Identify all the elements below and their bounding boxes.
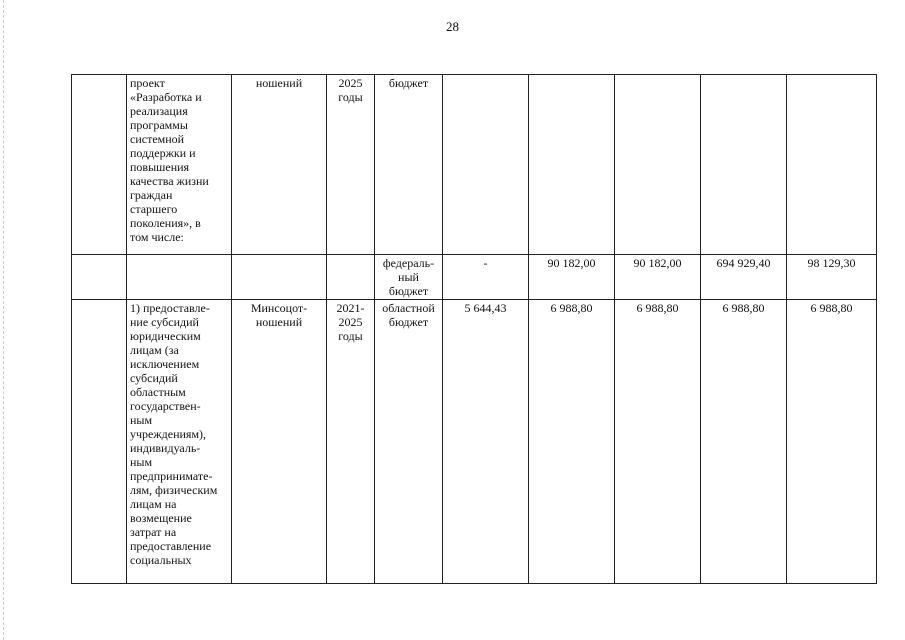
- cell-measure-name: 1) предоставле- ние субсидий юридическим лицам (за исключением субсидий областным государствен- ным учреждениям), индивидуаль- ным предпринимате- лям, физическим лицам на возмещение затрат на предоставление социальных: [127, 300, 232, 584]
- cell-value: [701, 75, 787, 255]
- table-row-measure-1: [72, 300, 877, 584]
- cell-value: 694 929,40: [701, 255, 787, 300]
- cell-period: 2025 годы: [327, 75, 375, 255]
- cell-value: 6 988,80: [615, 300, 701, 584]
- cell-executor: Минсоцот- ношений: [232, 300, 327, 584]
- page-edge-line: [3, 0, 4, 640]
- cell-value: 98 129,30: [787, 255, 877, 300]
- cell-value: 6 988,80: [787, 300, 877, 584]
- cell-number: [72, 300, 127, 584]
- cell-executor: ношений: [232, 75, 327, 255]
- cell-project-name: [127, 255, 232, 300]
- cell-value: 6 988,80: [701, 300, 787, 584]
- cell-source: областной бюджет: [375, 300, 443, 584]
- cell-source: бюджет: [375, 75, 443, 255]
- cell-value: [615, 75, 701, 255]
- cell-executor: [232, 255, 327, 300]
- cell-number: [72, 75, 127, 255]
- cell-value: [529, 75, 615, 255]
- budget-table: [71, 74, 877, 584]
- table-row-federal: [72, 255, 877, 300]
- cell-value: 90 182,00: [615, 255, 701, 300]
- page-number: 28: [446, 19, 459, 34]
- cell-period: [327, 255, 375, 300]
- cell-value: [787, 75, 877, 255]
- cell-value: 6 988,80: [529, 300, 615, 584]
- cell-period: 2021- 2025 годы: [327, 300, 375, 584]
- cell-value: -: [443, 255, 529, 300]
- cell-value: 90 182,00: [529, 255, 615, 300]
- cell-project-name: проект «Разработка и реализация программы системной поддержки и повышения качества жизни граждан старшего поколения», в том числе:: [127, 75, 232, 255]
- table-row-project: [72, 75, 877, 255]
- cell-value: 5 644,43: [443, 300, 529, 584]
- cell-number: [72, 255, 127, 300]
- cell-source: федераль- ный бюджет: [375, 255, 443, 300]
- cell-value: [443, 75, 529, 255]
